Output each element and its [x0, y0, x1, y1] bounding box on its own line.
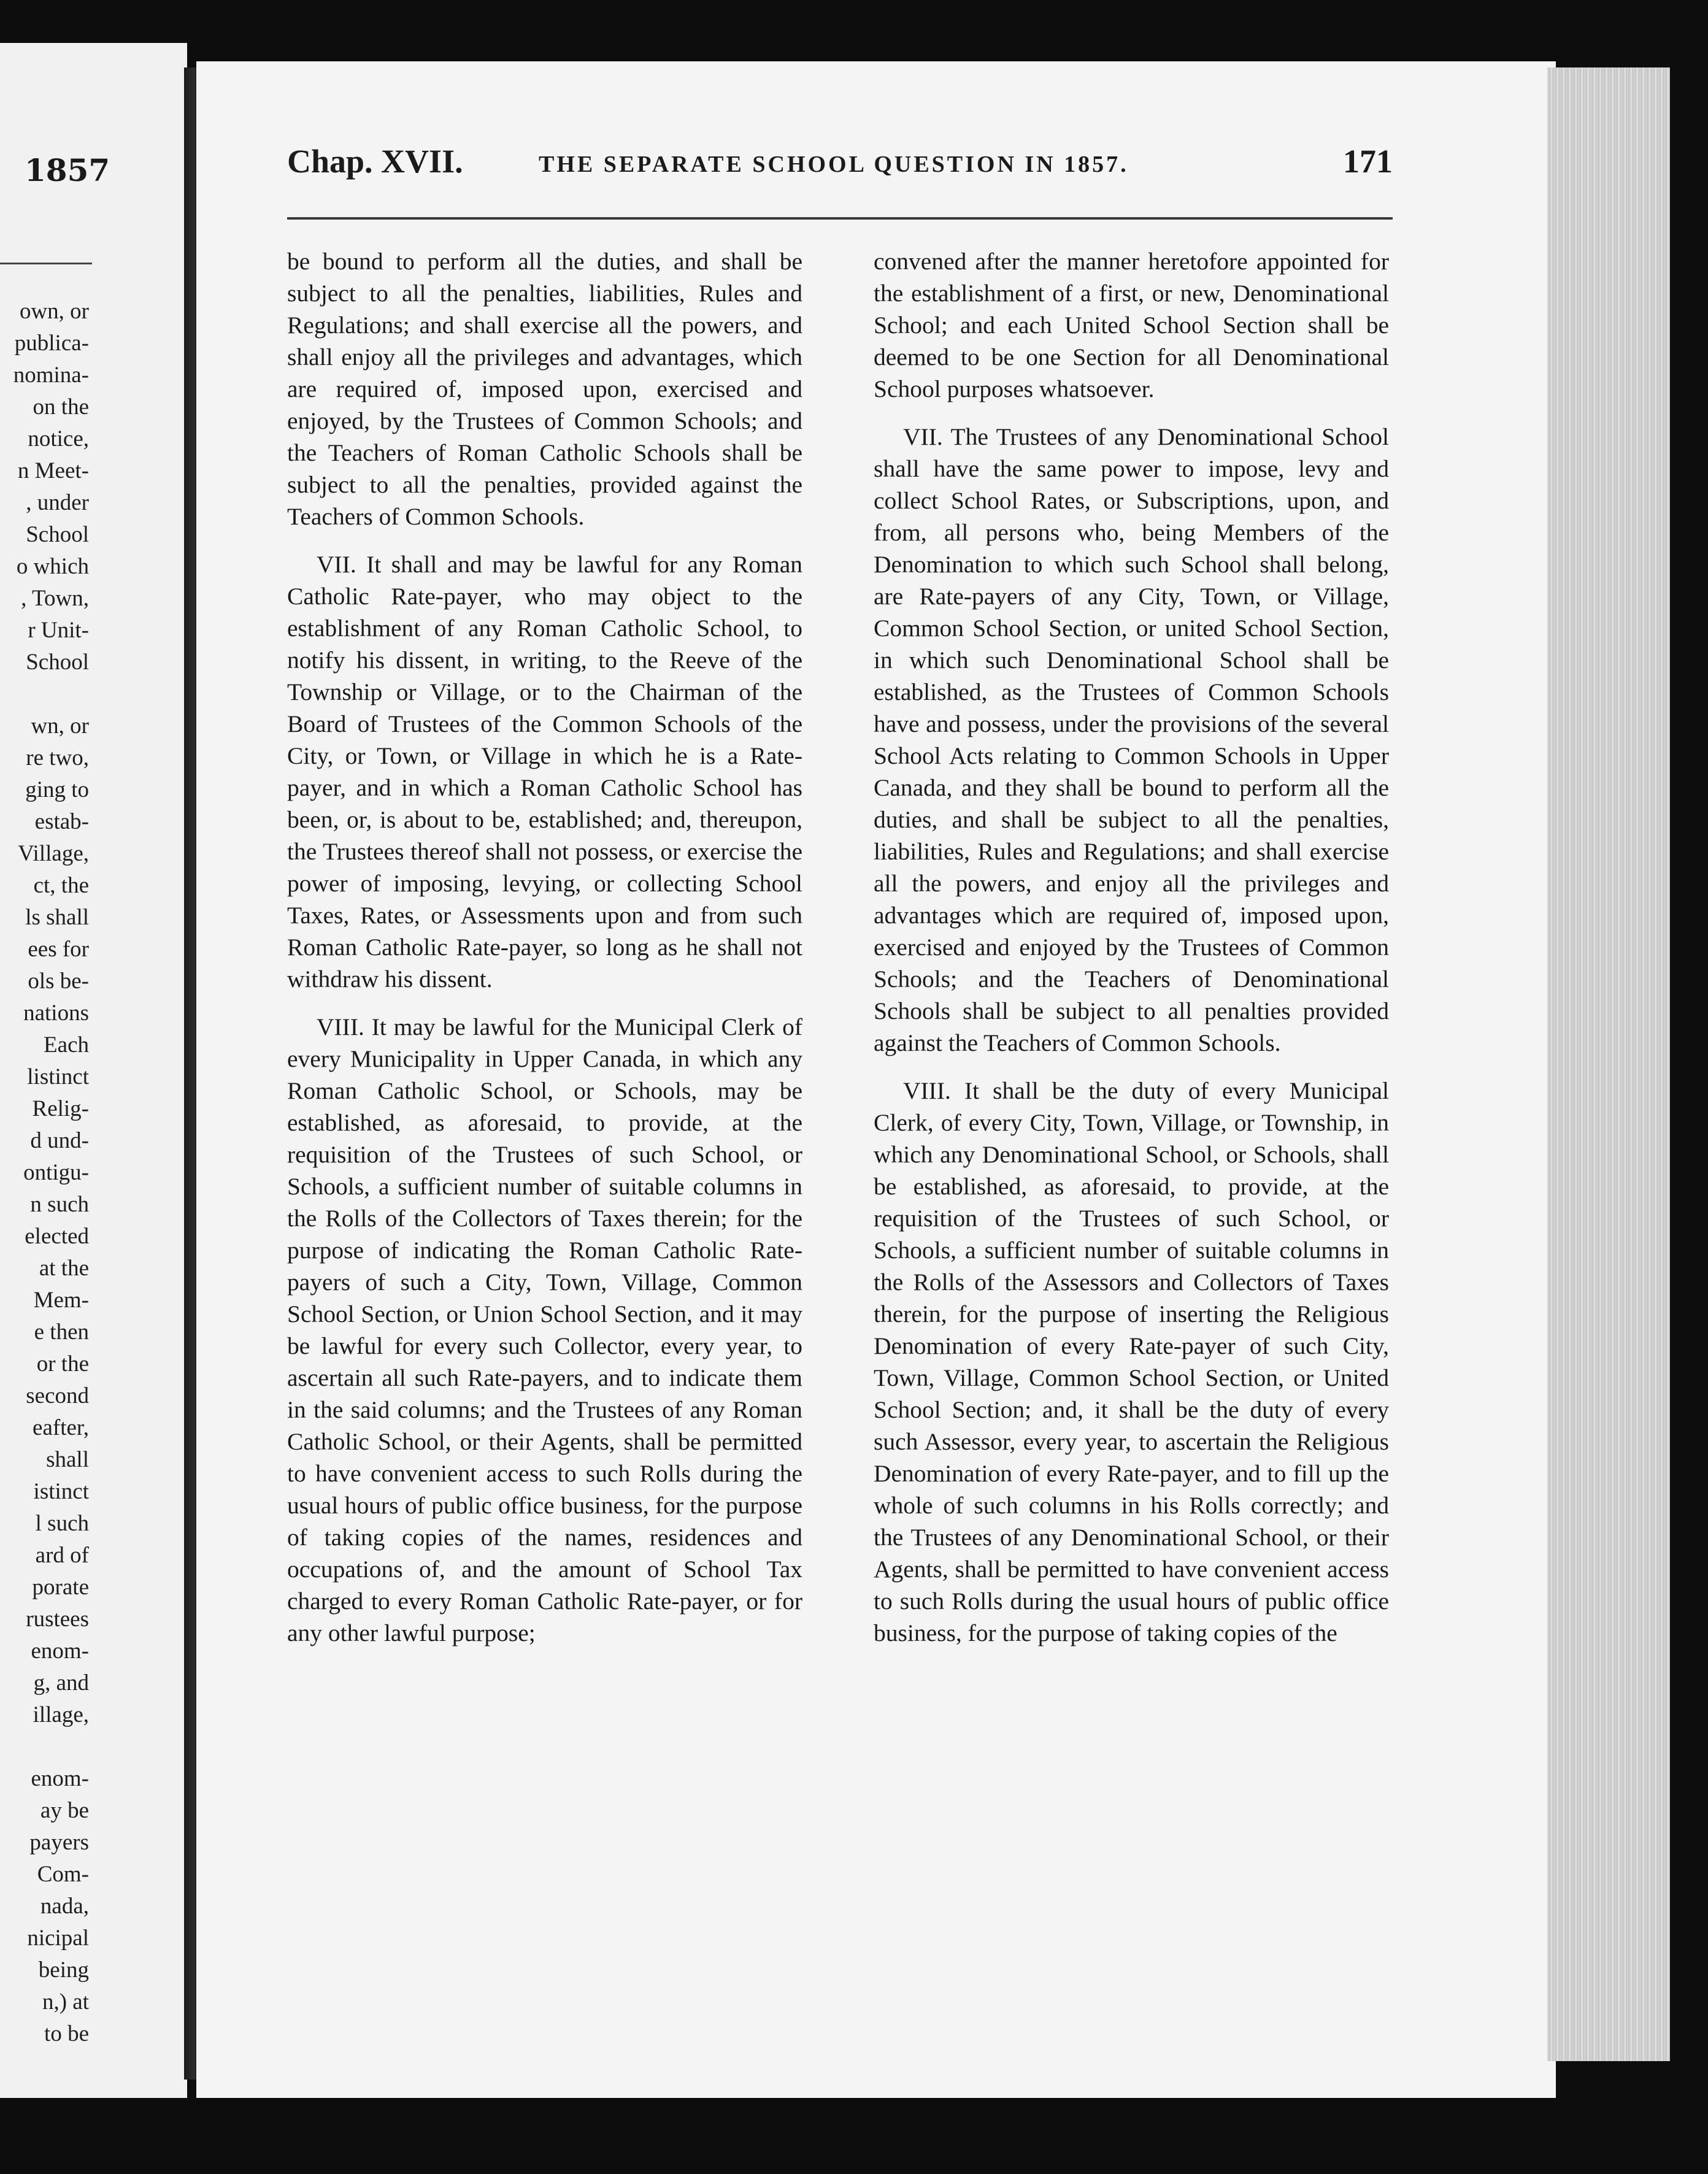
left-page-line: shall	[46, 1447, 89, 1472]
left-page-text	[13, 296, 89, 2050]
left-page-line: re two,	[26, 745, 89, 770]
paragraph-section-viii: VIII. It shall be the duty of every Municipal Clerk, of every City, Town, Village, or Township, in which any Denominational School, or Schools, shall be established, as aforesaid, to provide, at the requisition of the Trustees of such School, or Schools, a sufficient number of suitable columns in the Rolls of the Assessors and Collectors of Taxes therein, for the purpose of inserting the Religious Denomination of every Rate-payer of such City, Town, Village, Common School Section, or United School Section; and, it shall be the duty of every such Assessor, every year, to ascertain the Religious Denomination of every Rate-payer, and to fill up the whole of such columns in his Rolls correctly; and the Trustees of any Denominational School, or their Agents, shall be permitted to have convenient access to such Rolls during the usual hours of public office business, for the purpose of taking copies of the	[874, 1077, 1389, 1646]
left-page-line: ct, the	[33, 873, 89, 898]
running-title: THE SEPARATE SCHOOL QUESTION IN 1857.	[539, 152, 1129, 177]
left-page-line: to be	[44, 2021, 89, 2046]
left-page-line: School	[26, 650, 89, 675]
left-page-line: n,) at	[42, 1989, 89, 2015]
left-page-line: being	[38, 1957, 89, 1983]
left-page-line	[13, 678, 89, 710]
left-page-line: wn, or	[31, 713, 89, 739]
paragraph-continuation: be bound to perform all the duties, and shall be subject to all the penalties, liabilities, Rules and Regulations; and shall exercise all the powers, and shall enjoy all the privileges and advantages, which are required of, imposed upon, exercised and enjoyed, by the Trustees of Common Schools; and the Teachers of Roman Catholic Schools shall be subject to all the penalties, provided against the Teachers of Common Schools.	[287, 248, 802, 530]
left-page-line: g, and	[33, 1670, 89, 1696]
paragraph-continuation: convened after the manner heretofore appointed for the establishment of a first, or new, Denominational School; and each United School Section shall be deemed to be one Section for all Denominational School purposes whatsoever.	[874, 248, 1389, 402]
left-page-number: 1857	[25, 152, 110, 188]
left-page-line: publica-	[14, 331, 89, 356]
left-page-line: ging to	[25, 777, 89, 802]
page-edges	[1547, 67, 1670, 2061]
left-page-line: Each	[44, 1032, 89, 1058]
paragraph-section-vii: VII. It shall and may be lawful for any Roman Catholic Rate-payer, who may object to the establishment of any Roman Catholic School, to notify his dissent, in writing, to the Reeve of the Township or Village, or to the Chairman of the Board of Trustees of the Common Schools of the City, or Town, or Village in which he is a Rate-payer, and in which a Roman Catholic School has been, or, is about to be, established; and, thereupon, the Trustees thereof shall not possess, or exercise the power of imposing, levying, or collecting School Taxes, Rates, or Assessments upon and from such Roman Catholic Rate-payer, so long as he shall not withdraw his dissent.	[287, 551, 802, 993]
left-page-line: Relig-	[32, 1096, 89, 1121]
left-page-line: at the	[39, 1256, 89, 1281]
left-page-line: d und-	[30, 1128, 89, 1153]
left-page-line: ard of	[35, 1543, 89, 1568]
left-page-line: Mem-	[33, 1288, 89, 1313]
left-page-line: o which	[16, 554, 89, 579]
left-page-line: n such	[30, 1192, 89, 1217]
left-column	[287, 245, 802, 1649]
left-page-line: ols be-	[28, 969, 89, 994]
left-page-line: on the	[33, 394, 89, 420]
header-rule	[287, 217, 1393, 220]
left-page-fragment	[0, 43, 187, 2098]
left-page-line: enom-	[31, 1638, 89, 1664]
left-page-line: r Unit-	[28, 618, 89, 643]
right-column	[874, 245, 1389, 1649]
left-page-line: estab-	[34, 809, 89, 834]
left-page-line: n Meet-	[17, 458, 89, 483]
left-page-line: ontigu-	[23, 1160, 89, 1185]
left-page-line: e then	[34, 1319, 89, 1345]
left-page-line: ees for	[28, 937, 89, 962]
left-page-line: elected	[25, 1224, 89, 1249]
left-page-line: nations	[23, 1001, 89, 1026]
left-page-line: or the	[36, 1351, 89, 1377]
left-page-line: ls shall	[25, 905, 89, 930]
left-page-line: second	[26, 1383, 89, 1408]
left-page-line: notice,	[28, 426, 89, 451]
left-page-line: nicipal	[27, 1926, 89, 1951]
left-page-line: listinct	[27, 1064, 89, 1089]
left-page-line: nada,	[40, 1894, 89, 1919]
left-page-line	[13, 1731, 89, 1763]
left-page-line: illage,	[33, 1702, 89, 1727]
left-page-line: eafter,	[33, 1415, 89, 1440]
left-page-line: rustees	[26, 1607, 89, 1632]
left-page-line: , Town,	[21, 586, 89, 611]
left-page-line: Com-	[37, 1862, 89, 1887]
left-page-line: nomina-	[13, 363, 89, 388]
page-number: 171	[1343, 143, 1393, 180]
left-page-line: istinct	[33, 1479, 89, 1504]
running-head	[287, 142, 1393, 191]
left-page-line: ay be	[40, 1798, 89, 1823]
chapter-label: Chap. XVII.	[287, 143, 463, 180]
left-page-line: own, or	[19, 299, 89, 324]
left-header-rule	[0, 263, 92, 264]
left-page-line: l such	[35, 1511, 89, 1536]
left-page-line: School	[26, 522, 89, 547]
left-page-line: enom-	[31, 1766, 89, 1791]
left-page-line: payers	[29, 1830, 89, 1855]
paragraph-section-vii: VII. The Trustees of any Denominational School shall have the same power to impose, levy and collect School Rates, or Subscriptions, upon, and from, all persons who, being Members of the Denomination to which such School shall belong, are Rate-payers of any City, Town, or Village, Common School Section, or united School Section, in which such Denominational School shall be established, as the Trustees of Common Schools have and possess, under the provisions of the several School Acts relating to Common Schools in Upper Canada, and they shall be bound to perform all the duties, and shall be subject to all the penalties, liabilities, Rules and Regulations; and shall exercise all the powers, and enjoy all the privileges and advantages which are required of, imposed upon, exercised and enjoyed by the Trustees of Common Schools; and the Teachers of Denominational Schools shall be subject to all penalties provided against the Teachers of Common Schools.	[874, 423, 1389, 1056]
left-page-line: , under	[26, 490, 89, 515]
left-page-line: porate	[32, 1575, 89, 1600]
left-page-line: Village,	[18, 841, 89, 866]
paragraph-section-viii: VIII. It may be lawful for the Municipal Clerk of every Municipality in Upper Canada, in which any Roman Catholic School, or Schools, may be established, as aforesaid, to provide, at the requisition of the Trustees of such School, or Schools, a sufficient number of suitable columns in the Rolls of the Collectors of Taxes therein; for the purpose of indicating the Roman Catholic Rate-payers of such a City, Town, Village, Common School Section, or Union School Section, and it may be lawful for every such Collector, every year, to ascertain all such Rate-payers, and to indicate them in the said columns; and the Trustees of any Roman Catholic School, or their Agents, shall be permitted to have convenient access to such Rolls during the usual hours of public office business, for the purpose of taking copies of the names, residences and occupations of, and the amount of School Tax charged to every Roman Catholic Rate-payer, or for any other lawful purpose;	[287, 1013, 802, 1646]
